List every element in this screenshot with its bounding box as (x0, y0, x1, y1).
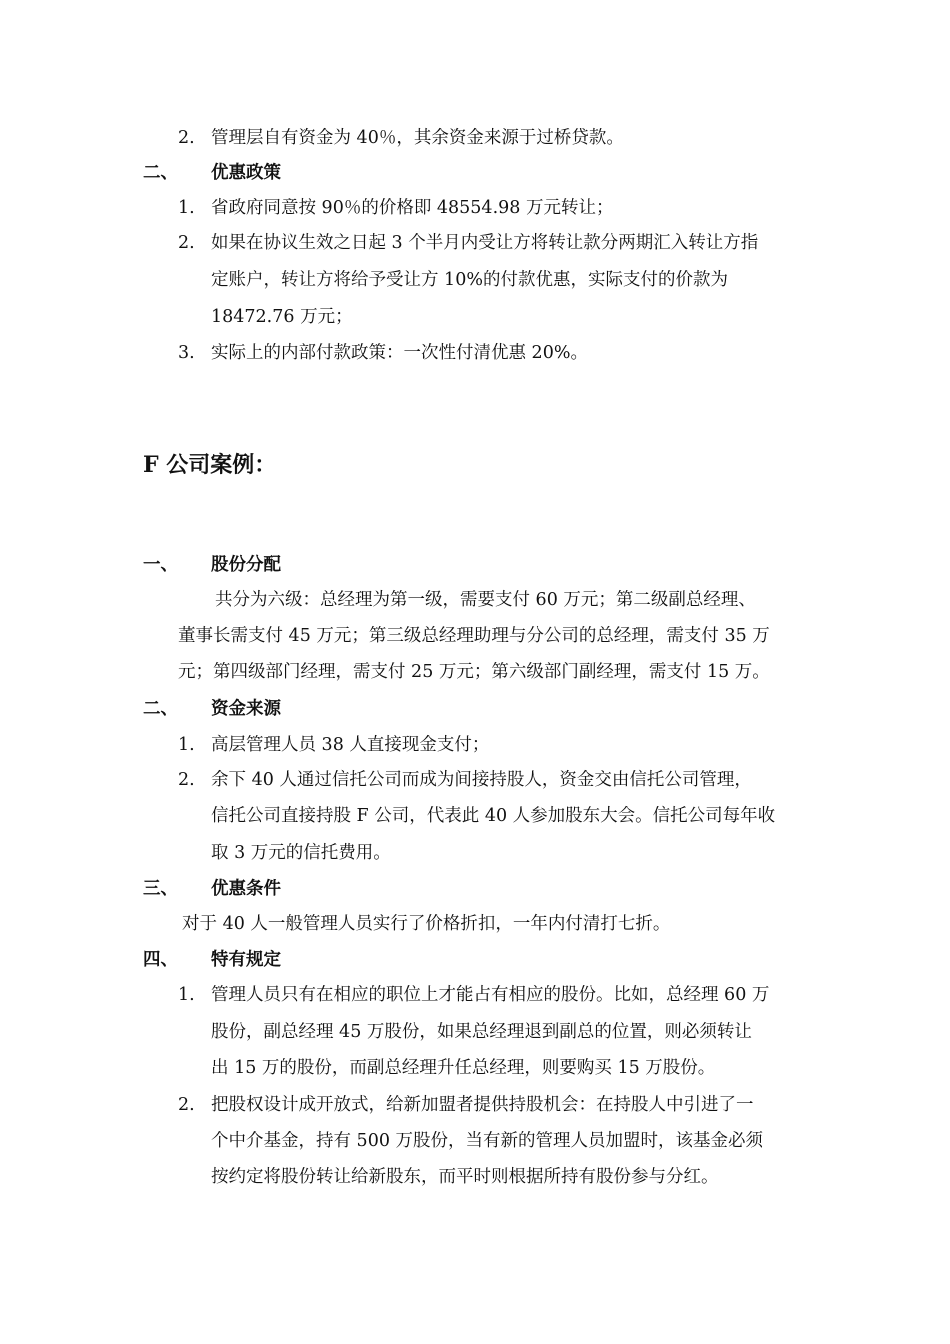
list-number: 1. (178, 735, 195, 755)
paragraph-line: 共分为六级：总经理为第一级，需要支付 60 万元；第二级副总经理、 (215, 590, 756, 610)
section-number: 一、 (143, 555, 178, 575)
list-item-text: 把股权设计成开放式，给新加盟者提供持股机会：在持股人中引进了一 (211, 1095, 754, 1115)
list-number: 2. (178, 233, 195, 253)
section-heading: 特有规定 (211, 950, 281, 970)
list-item-text: 信托公司直接持股 F 公司，代表此 40 人参加股东大会。信托公司每年收 (211, 806, 776, 826)
list-item-text: 出 15 万的股份，而副总经理升任总经理，则要购买 15 万股份。 (211, 1058, 716, 1078)
section-heading: 优惠条件 (211, 879, 281, 899)
paragraph-line: 元；第四级部门经理，需支付 25 万元；第六级部门副经理，需支付 15 万。 (178, 662, 770, 682)
section-number: 二、 (143, 163, 178, 183)
list-item-text: 取 3 万元的信托费用。 (211, 843, 391, 863)
section-heading: 优惠政策 (211, 163, 281, 183)
list-item-text: 管理人员只有在相应的职位上才能占有相应的股份。比如，总经理 60 万 (211, 985, 770, 1005)
list-item-text: 个中介基金，持有 500 万股份，当有新的管理人员加盟时，该基金必须 (211, 1131, 764, 1151)
list-item-text: 高层管理人员 38 人直接现金支付； (211, 735, 490, 755)
list-number: 1. (178, 198, 195, 218)
list-item-text: 如果在协议生效之日起 3 个半月内受让方将转让款分两期汇入转让方指 (211, 233, 759, 253)
case-title: F 公司案例： (143, 452, 277, 478)
list-number: 1. (178, 985, 195, 1005)
paragraph-line: 对于 40 人一般管理人员实行了价格折扣，一年内付清打七折。 (182, 914, 671, 934)
list-item-text: 余下 40 人通过信托公司而成为间接持股人，资金交由信托公司管理， (211, 770, 752, 790)
list-number: 3. (178, 343, 195, 363)
list-item-text: 实际上的内部付款政策：一次性付清优惠 20%。 (211, 343, 588, 363)
list-number: 2. (178, 770, 195, 790)
paragraph-line: 董事长需支付 45 万元；第三级总经理助理与分公司的总经理，需支付 35 万 (178, 626, 770, 646)
list-number: 2. (178, 128, 195, 148)
list-number: 2. (178, 1095, 195, 1115)
list-item-text: 按约定将股份转让给新股东，而平时则根据所持有股份参与分红。 (211, 1167, 719, 1187)
list-item-text: 省政府同意按 90％的价格即 48554.98 万元转让； (211, 198, 614, 218)
list-item-text: 管理层自有资金为 40％，其余资金来源于过桥贷款。 (211, 128, 624, 148)
section-number: 二、 (143, 699, 178, 719)
list-item-text: 定账户，转让方将给予受让方 10%的付款优惠，实际支付的价款为 (211, 270, 728, 290)
list-item-text: 股份，副总经理 45 万股份，如果总经理退到副总的位置，则必须转让 (211, 1022, 752, 1042)
section-heading: 资金来源 (211, 699, 281, 719)
section-heading: 股份分配 (211, 555, 281, 575)
section-number: 四、 (143, 950, 178, 970)
list-item-text: 18472.76 万元； (211, 307, 353, 327)
section-number: 三、 (143, 879, 178, 899)
